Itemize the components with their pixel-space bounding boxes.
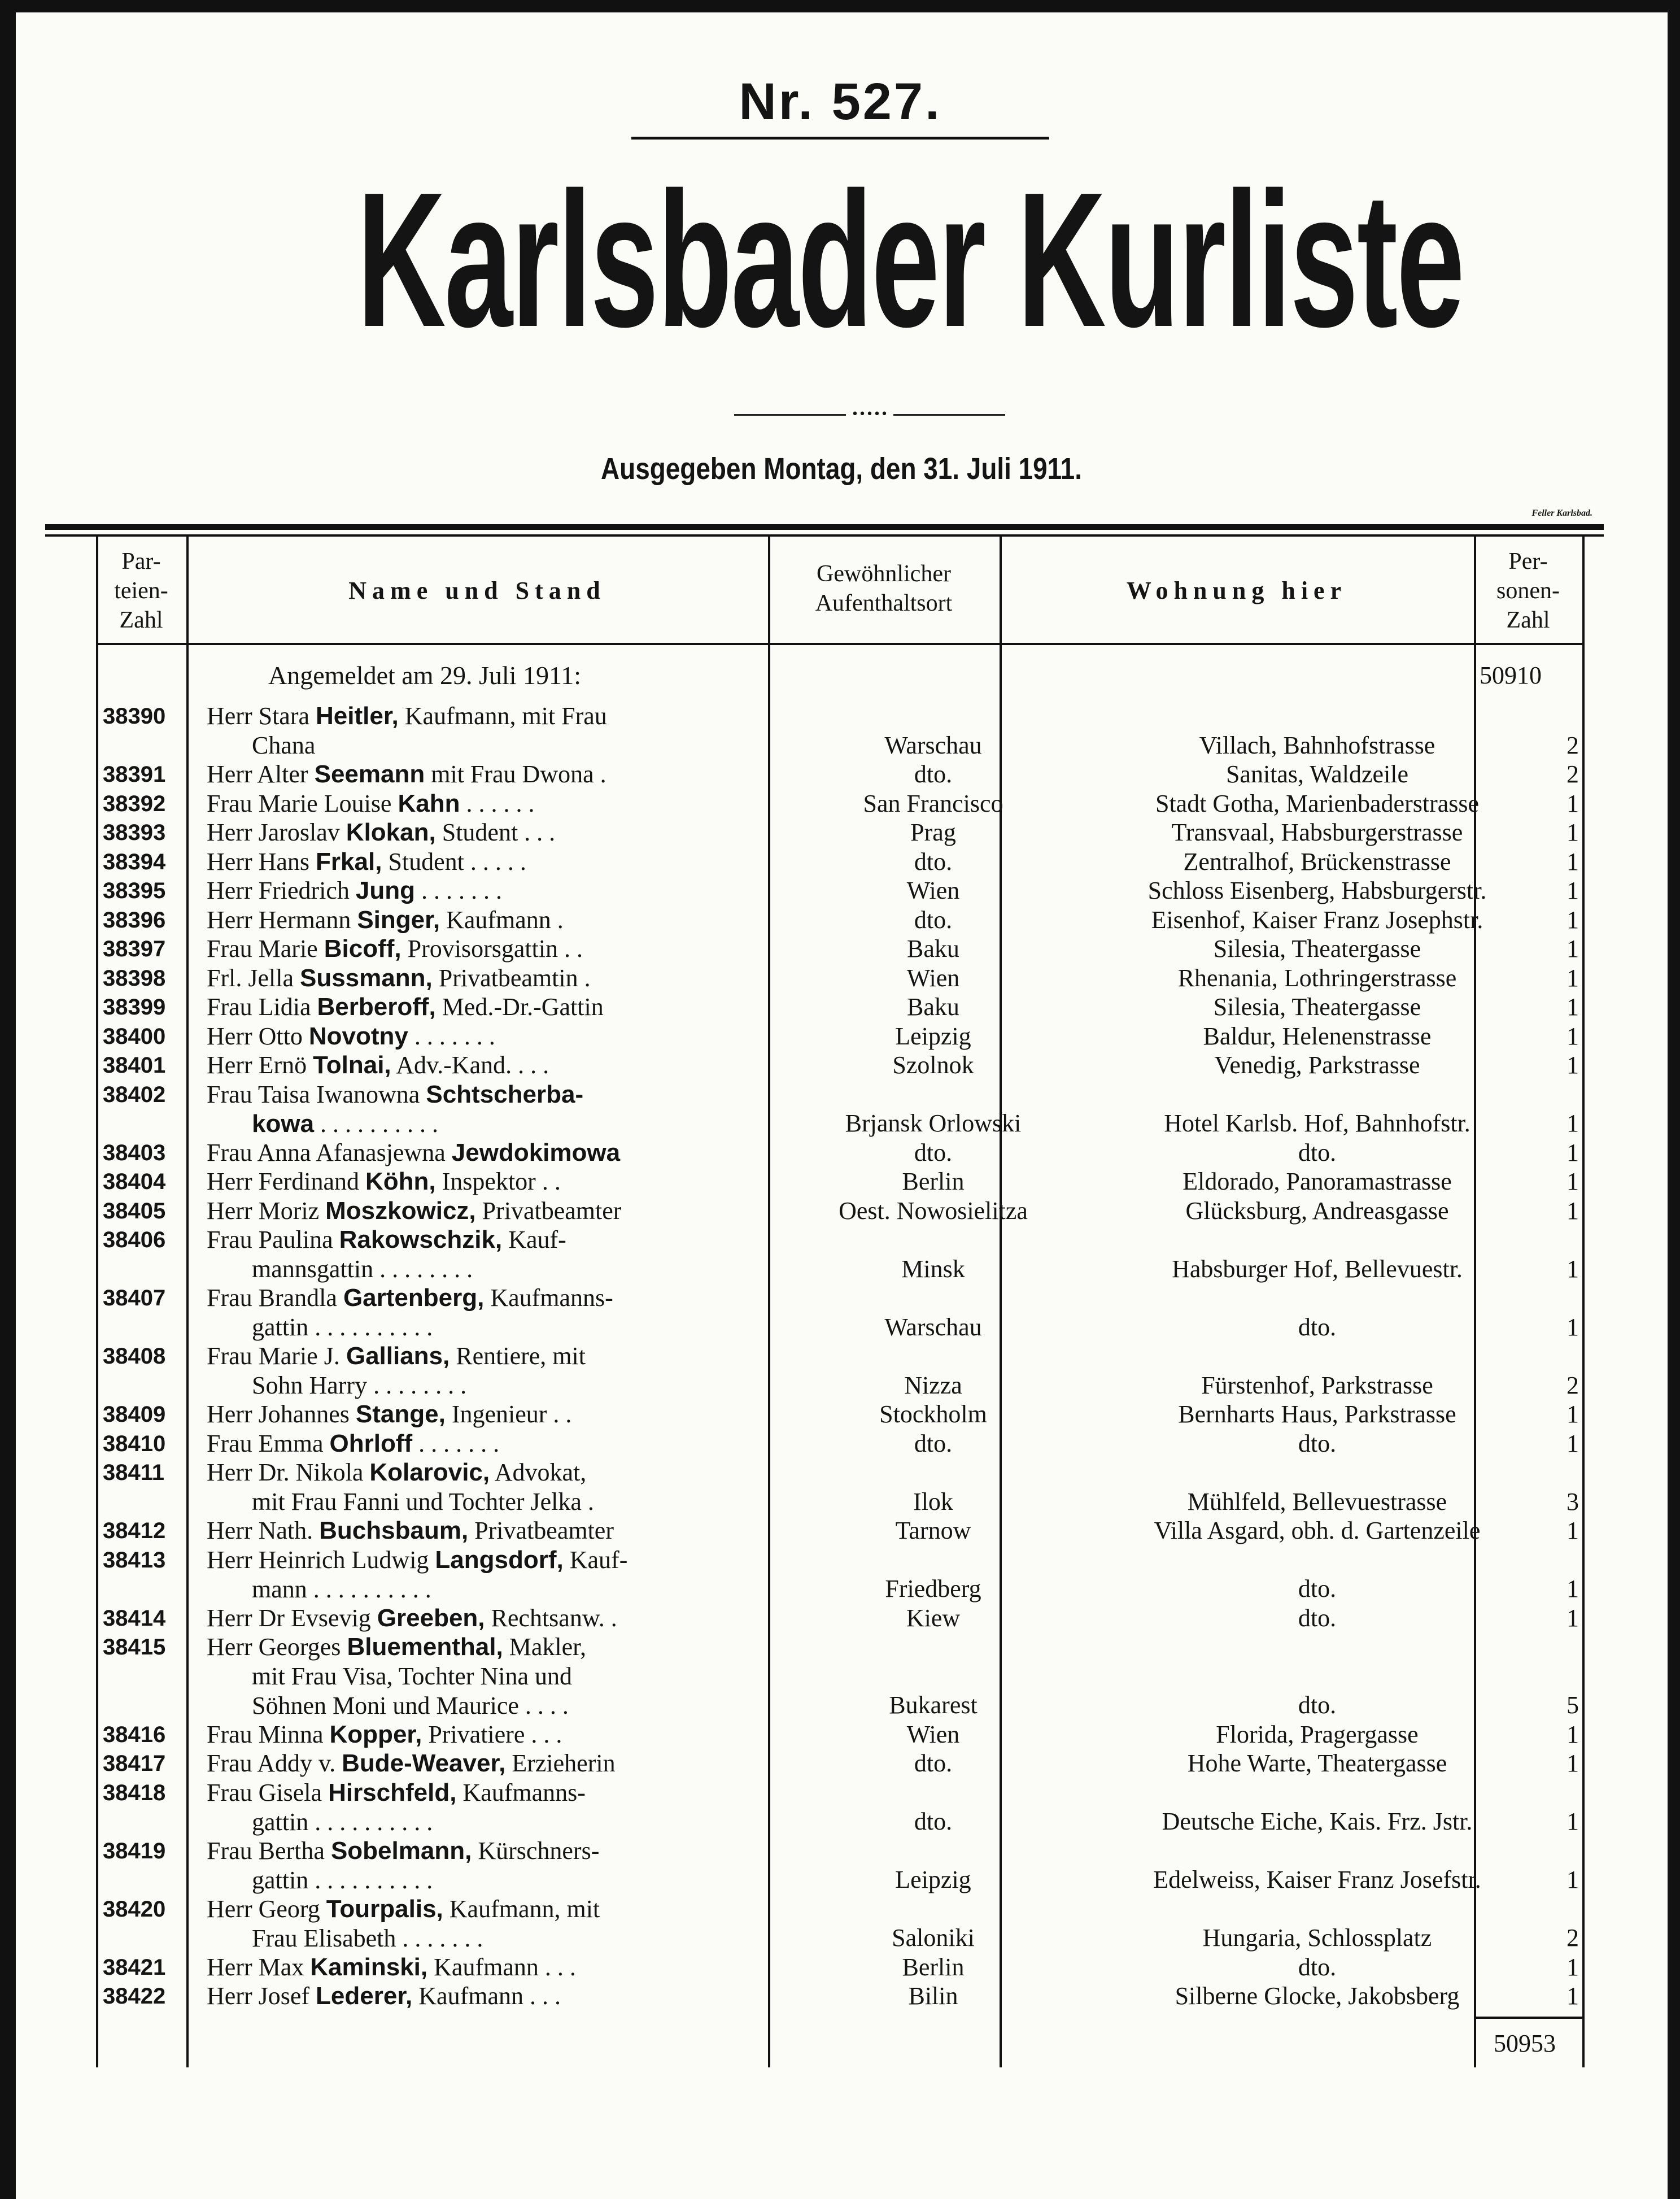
lodging-here: Silberne Glocke, Jakobsberg [1175,1982,1460,2010]
header-name-and-status: Name und Stand [348,577,606,604]
persons-count: 1 [1566,818,1579,846]
usual-residence: dto. [914,1808,953,1835]
persons-count: 1 [1566,847,1579,876]
name-line: Herr Heinrich Ludwig Langsdorf, Kauf- [207,1545,628,1574]
table-row [96,1051,1587,1080]
guest-name-and-status [207,964,839,993]
party-number: 38391 [103,762,166,787]
party-number: 38415 [103,1635,166,1660]
name-line: mann . . . . . . . . . . [252,1575,431,1603]
lodging-here: dto. [1298,1953,1337,1981]
registration-date-heading: Angemeldet am 29. Juli 1911: [268,661,582,690]
table-row [96,1283,1587,1342]
lodging-here: dto. [1298,1138,1337,1166]
table-row [96,1022,1587,1051]
table-row [96,818,1587,847]
guest-name-and-status [207,760,839,789]
usual-residence: dto. [914,1138,953,1166]
party-number: 38393 [103,820,166,845]
name-line: Frau Gisela Hirschfeld, Kaufmanns- [207,1778,586,1806]
usual-residence: San Francisco [863,789,1003,817]
party-number: 38410 [103,1431,166,1456]
guest-name-and-status [207,934,839,964]
lodging-here: Bernharts Haus, Parkstrasse [1178,1400,1456,1428]
usual-residence: Bilin [908,1982,958,2010]
party-number: 38419 [103,1838,166,1863]
table-row [96,1545,1587,1604]
guest-name-and-status [207,1167,839,1196]
persons-count: 1 [1566,993,1579,1021]
table-row [96,1138,1587,1168]
guest-name-and-status [207,1196,839,1226]
name-line: Söhnen Moni und Maurice . . . . [252,1692,569,1719]
guest-name-and-status [207,1342,839,1400]
persons-count: 2 [1566,1924,1579,1952]
table-row [96,1604,1587,1633]
usual-residence: Ilok [913,1487,953,1516]
table-row [96,905,1587,935]
usual-residence: Minsk [901,1255,965,1283]
guest-name-and-status [207,1545,839,1604]
persons-count: 3 [1566,1487,1579,1516]
persons-count: 1 [1566,1982,1579,2010]
guest-list-table [96,537,1587,2118]
party-number: 38396 [103,907,166,933]
usual-residence: Saloniki [892,1924,975,1952]
table-row [96,1836,1587,1895]
lodging-here: Sanitas, Waldzeile [1225,760,1409,788]
name-line: Frau Marie Louise Kahn . . . . . . [207,789,535,817]
lodging-here: Habsburger Hof, Bellevuestr. [1172,1255,1463,1283]
persons-count: 5 [1566,1691,1579,1719]
party-number: 38397 [103,937,166,961]
persons-count: 1 [1566,1022,1579,1050]
party-number: 38395 [103,878,166,903]
lodging-here: Schloss Eisenberg, Habsburgerstr. [1147,877,1487,904]
scan-border-top [0,0,1680,12]
name-line: Herr Friedrich Jung . . . . . . . [207,877,503,904]
party-number: 38413 [103,1547,166,1573]
usual-residence: dto. [914,1749,953,1777]
table-row [96,1225,1587,1283]
name-line: Frau Minna Kopper, Privatiere . . . [207,1720,562,1748]
running-total-start: 50910 [1480,661,1542,689]
lodging-here: Hungaria, Schlossplatz [1202,1924,1432,1952]
party-number: 38412 [103,1518,166,1543]
name-line: Herr Johannes Stange, Ingenieur . . [207,1400,572,1428]
guest-name-and-status [207,992,839,1022]
header-lodging-here: Wohnung hier [1126,577,1347,604]
lodging-here: Glücksburg, Andreasgasse [1185,1196,1449,1225]
party-number: 38405 [103,1198,166,1223]
name-line: Herr Jaroslav Klokan, Student . . . [207,818,556,846]
table-row [96,1080,1587,1138]
party-number: 38418 [103,1780,166,1805]
usual-residence: dto. [914,760,953,788]
name-line: gattin . . . . . . . . . . [252,1866,433,1894]
persons-count: 1 [1566,789,1579,817]
name-line: Herr Stara Heitler, Kaufmann, mit Frau [207,702,607,730]
header-persons-count: Per- sonen- Zahl [1496,548,1560,633]
guest-name-and-status [207,1400,839,1429]
persons-count: 1 [1566,1604,1579,1632]
name-line: Herr Hermann Singer, Kaufmann . [207,905,564,934]
usual-residence: Leipzig [895,1022,971,1050]
guest-name-and-status [207,1604,839,1633]
lodging-here: Venedig, Parkstrasse [1214,1051,1420,1079]
party-number: 38422 [103,1984,166,2009]
name-line: Herr Hans Frkal, Student . . . . . [207,847,526,876]
party-number: 38390 [103,704,166,729]
usual-residence: Leipzig [895,1866,971,1893]
name-line: Herr Josef Lederer, Kaufmann . . . [207,1982,561,2010]
name-line: Frau Addy v. Bude-Weaver, Erzieherin [207,1749,616,1777]
usual-residence: Wien [906,1720,960,1748]
guest-rows [96,702,1587,2011]
issue-number: Nr. 527. [739,73,942,130]
issue-date-line: Ausgegeben Montag, den 31. Juli 1911. [601,452,1082,486]
lodging-here: Mühlfeld, Bellevuestrasse [1187,1487,1447,1516]
persons-count: 1 [1566,964,1579,992]
guest-name-and-status [207,702,839,760]
persons-count: 1 [1566,1749,1579,1777]
usual-residence: Warschau [884,1313,982,1341]
party-number: 38409 [103,1402,166,1427]
persons-count: 1 [1566,1517,1579,1544]
guest-name-and-status [207,1836,839,1895]
table-row [96,1895,1587,1953]
usual-residence: dto. [914,847,953,876]
usual-residence: Wien [906,964,960,992]
name-line: Frau Taisa Iwanowna Schtscherba- [207,1080,584,1108]
table-row [96,1778,1587,1836]
guest-name-and-status [207,1429,839,1458]
guest-name-and-status [207,1283,839,1342]
name-line: Frau Lidia Berberoff, Med.-Dr.-Gattin [207,993,604,1021]
guest-name-and-status [207,1895,839,1953]
guest-name-and-status [207,1953,839,1982]
scan-border-right [1668,0,1680,2199]
party-number: 38414 [103,1605,166,1631]
scan-border-left [0,0,16,2199]
lodging-here: dto. [1298,1691,1337,1719]
usual-residence: Warschau [884,731,982,759]
name-line: kowa . . . . . . . . . . [252,1109,439,1138]
table-row [96,934,1587,964]
persons-count: 1 [1566,877,1579,904]
usual-residence: Wien [906,877,960,904]
guest-name-and-status [207,1080,839,1139]
name-line: Frau Elisabeth . . . . . . . [252,1924,483,1952]
party-number: 38420 [103,1896,166,1922]
printer-note: Feller Karlsbad. [1531,508,1592,518]
name-line: gattin . . . . . . . . . . [252,1808,433,1836]
name-line: Herr Nath. Buchsbaum, Privatbeamter [207,1517,614,1544]
guest-name-and-status [207,1022,839,1051]
name-line: mit Frau Fanni und Tochter Jelka . [252,1488,594,1516]
lodging-here: dto. [1298,1604,1337,1632]
table-row [96,1342,1587,1400]
usual-residence: Friedberg [885,1575,981,1603]
party-number: 38392 [103,791,166,816]
persons-count: 2 [1566,760,1579,788]
table-row [96,1196,1587,1226]
guest-name-and-status [207,1749,839,1778]
guest-name-and-status [207,1138,839,1168]
guest-name-and-status [207,1458,839,1517]
lodging-here: Rhenania, Lothringerstrasse [1177,964,1457,992]
persons-count: 1 [1566,1808,1579,1835]
lodging-here: Florida, Pragergasse [1216,1720,1419,1748]
header-party-number: Par- teien- Zahl [114,548,168,633]
table-row [96,1749,1587,1778]
persons-count: 1 [1566,905,1579,934]
name-line: Herr Ernö Tolnai, Adv.-Kand. . . . [207,1051,549,1079]
party-number: 38404 [103,1169,166,1194]
table-row [96,1458,1587,1516]
ornament-dots: ••••• [846,411,894,419]
persons-count: 1 [1566,1313,1579,1341]
usual-residence: Nizza [904,1371,962,1399]
name-line: Herr Dr Evsevig Greeben, Rechtsanw. . [207,1604,617,1632]
lodging-here: Villa Asgard, obh. d. Gartenzeile [1154,1517,1481,1544]
usual-residence: dto. [914,1429,953,1457]
name-line: Herr Ferdinand Köhn, Inspektor . . [207,1168,561,1195]
party-number: 38421 [103,1954,166,1980]
name-line: Frau Bertha Sobelmann, Kürschners- [207,1836,600,1865]
table-row [96,1516,1587,1545]
persons-count: 1 [1566,1400,1579,1428]
guest-name-and-status [207,876,839,905]
lodging-here: dto. [1298,1429,1337,1457]
name-line: gattin . . . . . . . . . . [252,1313,433,1341]
persons-count: 1 [1566,935,1579,963]
party-number: 38406 [103,1227,166,1252]
table-row [96,964,1587,993]
persons-count: 1 [1566,1051,1579,1079]
lodging-here: Eldorado, Panoramastrasse [1182,1168,1452,1195]
name-line: Herr Dr. Nikola Kolarovic, Advokat, [207,1458,587,1486]
name-line: Frau Marie Bicoff, Provisorsgattin . . [207,935,583,963]
persons-count: 1 [1566,1196,1579,1225]
persons-count: 1 [1566,1168,1579,1195]
lodging-here: Zentralhof, Brückenstrasse [1183,847,1451,876]
lodging-here: Transvaal, Habsburgerstrasse [1171,818,1463,846]
name-line: Sohn Harry . . . . . . . . [252,1371,467,1399]
usual-residence: Berlin [902,1168,965,1195]
header-bottom-rule [96,643,1585,645]
lodging-here: dto. [1298,1313,1337,1341]
lodging-here: Silesia, Theatergasse [1213,935,1421,963]
table-row [96,992,1587,1022]
name-line: Herr Alter Seemann mit Frau Dwona . [207,760,606,788]
table-row [96,1953,1587,1982]
persons-count: 1 [1566,1953,1579,1981]
persons-count: 1 [1566,1575,1579,1603]
lodging-here: Hohe Warte, Theatergasse [1187,1749,1447,1777]
guest-name-and-status [207,1051,839,1080]
name-line: Frau Marie J. Gallians, Rentiere, mit [207,1342,586,1370]
name-line: Frau Brandla Gartenberg, Kaufmanns- [207,1284,613,1312]
name-line: Herr Moriz Moszkowicz, Privatbeamter [207,1196,622,1225]
table-row [96,1982,1587,2011]
running-total-end: 50953 [1494,2030,1556,2057]
table-row [96,1429,1587,1458]
table-row [96,1632,1587,1720]
name-line: Herr Georges Bluementhal, Makler, [207,1633,587,1661]
party-number: 38411 [103,1460,165,1485]
total-rule [1474,2017,1585,2019]
party-number: 38402 [103,1082,166,1107]
guest-name-and-status [207,1720,839,1749]
usual-residence: Stockholm [879,1400,987,1428]
name-line: Frau Emma Ohrloff . . . . . . . [207,1429,500,1457]
persons-count: 1 [1566,1866,1579,1893]
lodging-here: Villach, Bahnhofstrasse [1199,731,1435,759]
lodging-here: dto. [1298,1575,1337,1603]
lodging-here: Hotel Karlsb. Hof, Bahnhofstr. [1164,1109,1470,1137]
party-number: 38417 [103,1751,166,1776]
party-number: 38398 [103,965,166,991]
party-number: 38416 [103,1722,166,1747]
name-line: Herr Otto Novotny . . . . . . . [207,1022,495,1050]
usual-residence: Oest. Nowosielitza [839,1196,1028,1225]
table-row [96,702,1587,760]
persons-count: 2 [1566,731,1579,759]
usual-residence: Brjansk Orlowski [845,1109,1022,1137]
table-row [96,1167,1587,1196]
lodging-here: Baldur, Helenenstrasse [1203,1022,1432,1050]
table-row [96,847,1587,877]
name-line: Frau Paulina Rakowschzik, Kauf- [207,1226,566,1253]
table-row [96,1720,1587,1749]
guest-name-and-status [207,789,839,818]
usual-residence: Berlin [902,1953,965,1981]
name-line: Chana [252,731,316,759]
guest-name-and-status [207,1225,839,1284]
table-row [96,760,1587,789]
party-number: 38399 [103,995,166,1020]
usual-residence: dto. [914,905,953,934]
persons-count: 1 [1566,1255,1579,1283]
lodging-here: Silesia, Theatergasse [1213,993,1421,1021]
name-line: Herr Georg Tourpalis, Kaufmann, mit [207,1895,600,1923]
usual-residence: Szolnok [892,1051,974,1079]
table-row [96,876,1587,905]
name-line: Frau Anna Afanasjewna Jewdokimowa [207,1138,621,1166]
name-line: mit Frau Visa, Tochter Nina und [252,1662,573,1690]
guest-name-and-status [207,905,839,935]
usual-residence: Baku [907,935,959,963]
name-line: mannsgattin . . . . . . . . [252,1255,473,1283]
persons-count: 1 [1566,1720,1579,1748]
header-rule-thick [45,524,1604,530]
party-number: 38401 [103,1053,166,1078]
persons-count: 1 [1566,1109,1579,1137]
guest-name-and-status [207,818,839,847]
persons-count: 2 [1566,1371,1579,1399]
usual-residence: Prag [910,818,956,846]
guest-name-and-status [207,1982,839,2011]
lodging-here: Eisenhof, Kaiser Franz Josephstr. [1151,905,1483,934]
name-line: Frl. Jella Sussmann, Privatbeamtin . [207,964,591,992]
name-line: Herr Max Kaminski, Kaufmann . . . [207,1953,576,1981]
table-row [96,789,1587,818]
party-number: 38394 [103,849,166,874]
persons-count: 1 [1566,1429,1579,1457]
guest-name-and-status [207,1778,839,1837]
party-number: 38400 [103,1024,166,1049]
guest-name-and-status [207,847,839,877]
lodging-here: Fürstenhof, Parkstrasse [1201,1371,1433,1399]
usual-residence: Bukarest [889,1691,978,1719]
table-row [96,1400,1587,1429]
guest-name-and-status [207,1632,839,1721]
newspaper-title: Karlsbader Kurliste [357,153,1464,367]
lodging-here: Deutsche Eiche, Kais. Frz. Jstr. [1162,1808,1473,1835]
party-number: 38408 [103,1344,166,1369]
guest-name-and-status [207,1516,839,1545]
issue-number-rule [631,137,1049,140]
lodging-here: Stadt Gotha, Marienbaderstrasse [1155,789,1480,817]
usual-residence: Kiew [906,1604,961,1632]
persons-count: 1 [1566,1138,1579,1166]
header-usual-residence: Gewöhnlicher Aufenthaltsort [815,561,953,616]
usual-residence: Baku [907,993,959,1021]
usual-residence: Tarnow [895,1517,971,1544]
ornament-divider [734,407,1005,421]
party-number: 38403 [103,1140,166,1165]
party-number: 38407 [103,1286,166,1310]
lodging-here: Edelweiss, Kaiser Franz Josefstr. [1153,1866,1481,1893]
